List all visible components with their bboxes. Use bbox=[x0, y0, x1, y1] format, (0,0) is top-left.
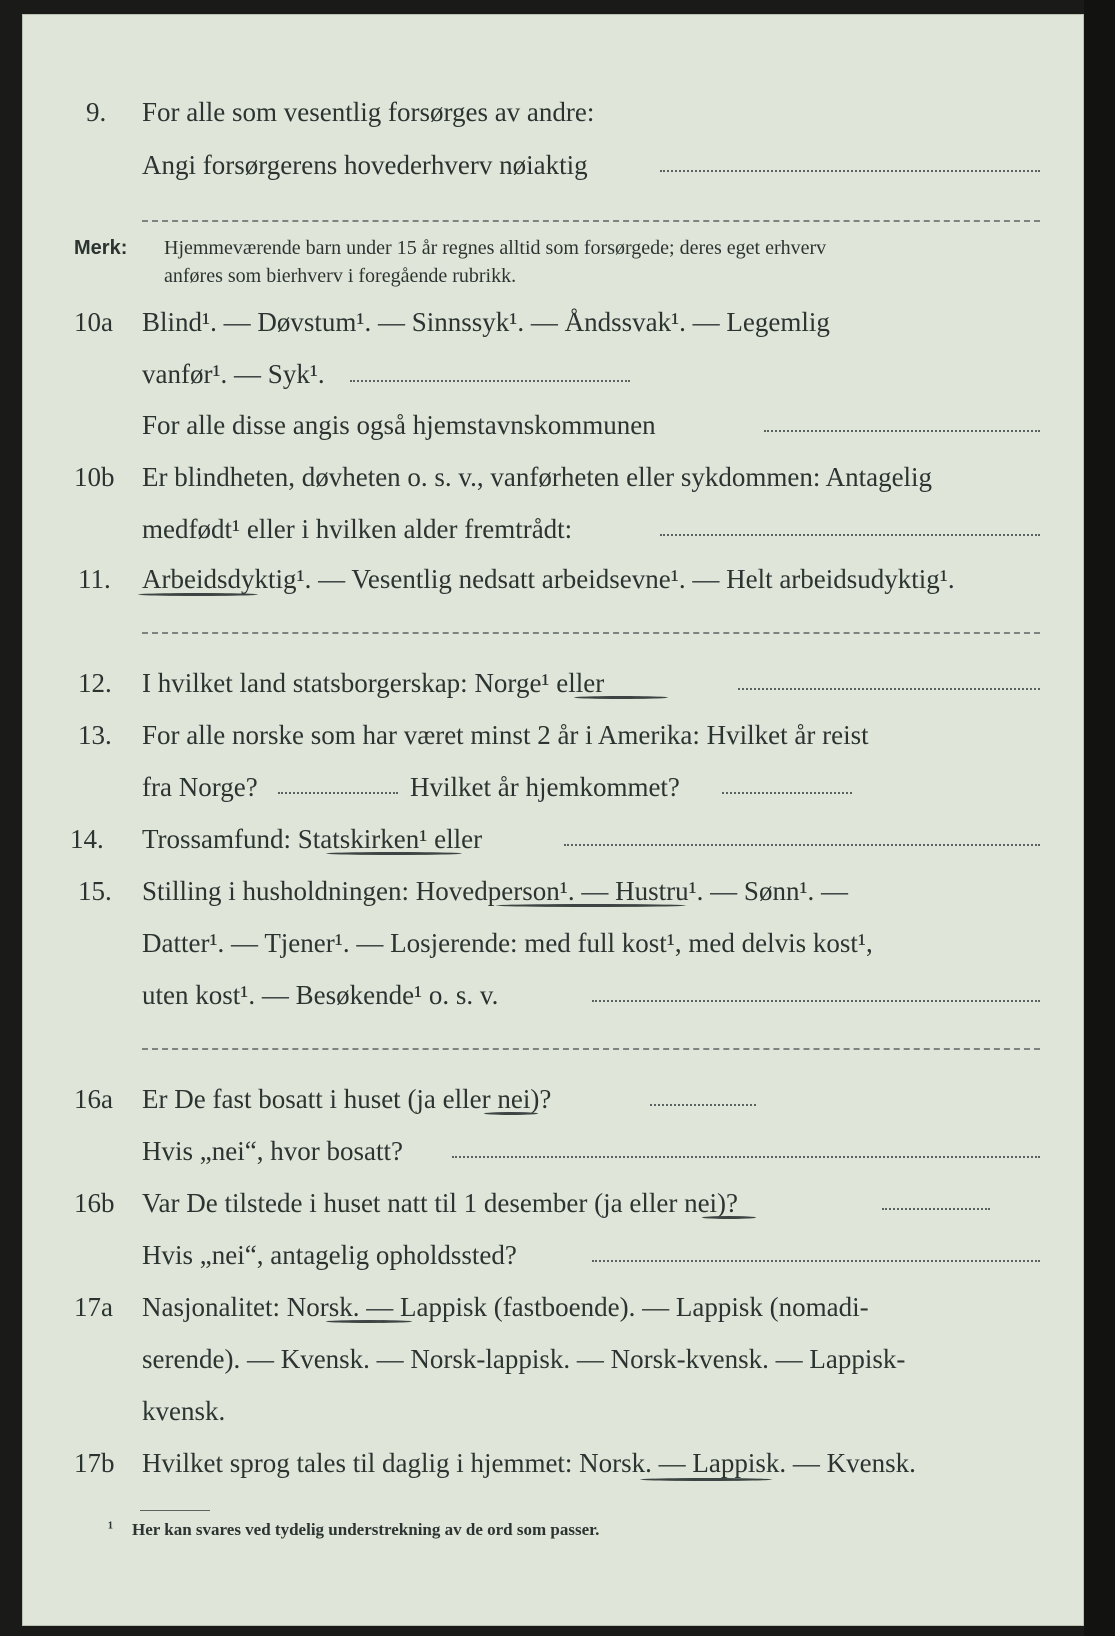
footnote-rule bbox=[140, 1510, 210, 1511]
underline-mark bbox=[326, 852, 462, 855]
item-number: 16a bbox=[74, 1084, 113, 1114]
item-number: 10b bbox=[74, 462, 115, 492]
answer-line[interactable] bbox=[882, 1208, 990, 1210]
question-text: For alle norske som har været minst 2 år i Amerika: Hvilket år reist bbox=[142, 720, 869, 750]
underline-mark bbox=[574, 696, 668, 699]
question-text: Stilling i husholdningen: Hovedperson¹. — Hustru¹. — Sønn¹. — bbox=[142, 876, 849, 906]
answer-line[interactable] bbox=[738, 688, 1040, 690]
item-number: 10a bbox=[74, 307, 113, 337]
question-text: For alle disse angis også hjemstavnskommunen bbox=[142, 410, 656, 440]
question-text: kvensk. bbox=[142, 1396, 226, 1426]
item-number: 16b bbox=[74, 1188, 115, 1218]
footnote-mark: ¹ bbox=[108, 1518, 114, 1537]
question-text: For alle som vesentlig forsørges av andre: bbox=[142, 97, 595, 127]
question-text: medfødt¹ eller i hvilken alder fremtrådt: bbox=[142, 514, 573, 544]
answer-line[interactable] bbox=[278, 792, 398, 794]
question-text: Datter¹. — Tjener¹. — Losjerende: med full kost¹, med delvis kost¹, bbox=[142, 928, 873, 958]
underline-mark bbox=[484, 1112, 538, 1115]
item-number: 15. bbox=[78, 876, 112, 906]
question-text: Hvis „nei“, antagelig opholdssted? bbox=[142, 1240, 517, 1270]
answer-line[interactable] bbox=[142, 1048, 1040, 1050]
underline-mark bbox=[640, 1478, 772, 1481]
answer-line[interactable] bbox=[592, 1260, 1040, 1262]
underline-mark bbox=[326, 1320, 412, 1323]
underline-mark bbox=[702, 1216, 756, 1219]
answer-line[interactable] bbox=[660, 170, 1040, 172]
answer-line[interactable] bbox=[650, 1104, 756, 1106]
item-number: 17a bbox=[74, 1292, 113, 1322]
answer-line[interactable] bbox=[142, 220, 1040, 222]
answer-line[interactable] bbox=[592, 1000, 1040, 1002]
question-text: Nasjonalitet: Norsk. — Lappisk (fastboende). — Lappisk (nomadi- bbox=[142, 1292, 869, 1322]
item-number: 12. bbox=[78, 668, 112, 698]
answer-line[interactable] bbox=[722, 792, 852, 794]
question-text: fra Norge? bbox=[142, 772, 258, 802]
note-label: Merk: bbox=[74, 237, 128, 259]
question-text: Er De fast bosatt i huset (ja eller nei)? bbox=[142, 1084, 552, 1114]
item-number: 17b bbox=[74, 1448, 115, 1478]
answer-line[interactable] bbox=[142, 632, 1040, 634]
question-text: Hvilket sprog tales til daglig i hjemmet: Norsk. — Lappisk. — Kvensk. bbox=[142, 1448, 916, 1478]
question-text: I hvilket land statsborgerskap: Norge¹ eller bbox=[142, 668, 605, 698]
question-text: Hvis „nei“, hvor bosatt? bbox=[142, 1136, 403, 1166]
item-number: 13. bbox=[78, 720, 112, 750]
question-text: Hvilket år hjemkommet? bbox=[410, 772, 680, 802]
answer-line[interactable] bbox=[452, 1156, 1040, 1158]
note-text: Hjemmeværende barn under 15 år regnes alltid som forsørgede; deres eget erhverv bbox=[164, 237, 827, 259]
item-number: 14. bbox=[70, 824, 104, 854]
question-text: vanfør¹. — Syk¹. bbox=[142, 359, 325, 389]
scan-edge bbox=[1084, 0, 1115, 1636]
item-number: 11. bbox=[78, 564, 111, 594]
question-text: uten kost¹. — Besøkende¹ o. s. v. bbox=[142, 980, 499, 1010]
question-text: Blind¹. — Døvstum¹. — Sinnssyk¹. — Åndssvak¹. — Legemlig bbox=[142, 307, 830, 337]
answer-line[interactable] bbox=[564, 844, 1040, 846]
underline-mark bbox=[496, 904, 686, 907]
question-text: Er blindheten, døvheten o. s. v., vanførheten eller sykdommen: Antagelig bbox=[142, 462, 933, 492]
answer-line[interactable] bbox=[350, 380, 630, 382]
question-text: Angi forsørgerens hovederhverv nøiaktig bbox=[142, 150, 588, 180]
question-text: Var De tilstede i huset natt til 1 desember (ja eller nei)? bbox=[142, 1188, 739, 1218]
question-text: serende). — Kvensk. — Norsk-lappisk. — Norsk-kvensk. — Lappisk- bbox=[142, 1344, 906, 1374]
note-text: anføres som bierhverv i foregående rubrikk. bbox=[164, 265, 517, 287]
question-text: Arbeidsdyktig¹. — Vesentlig nedsatt arbeidsevne¹. — Helt arbeidsudyktig¹. bbox=[142, 564, 955, 594]
question-text: Trossamfund: Statskirken¹ eller bbox=[142, 824, 483, 854]
answer-line[interactable] bbox=[660, 534, 1040, 536]
underline-mark bbox=[138, 593, 258, 596]
footnote-text: Her kan svares ved tydelig understrekning av de ord som passer. bbox=[132, 1520, 600, 1539]
answer-line[interactable] bbox=[764, 430, 1040, 432]
item-number: 9. bbox=[86, 97, 107, 127]
